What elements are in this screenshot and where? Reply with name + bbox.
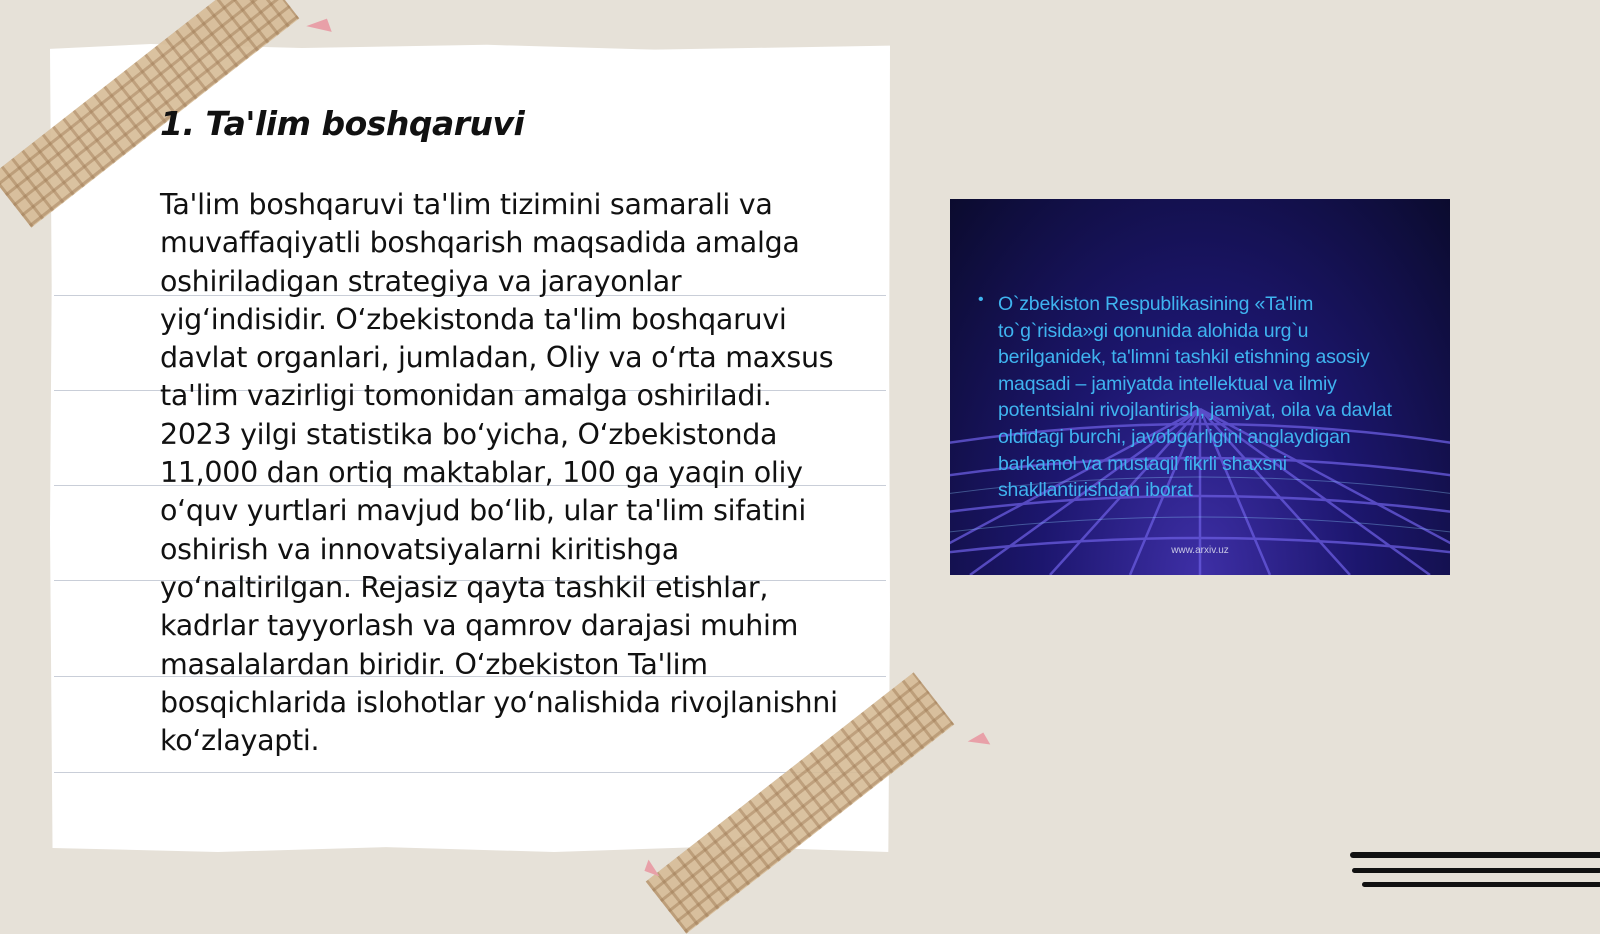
decorative-ribbon bbox=[306, 19, 331, 40]
embedded-slide-image bbox=[950, 199, 1450, 575]
ruled-line bbox=[54, 772, 886, 773]
slide-body-text: Ta'lim boshqaruvi ta'lim tizimini samarali va muvaffaqiyatli boshqarish maqsadida amalga oshiriladigan strategiya va jarayonlar yig‘indisidir. O‘zbekistonda ta'lim boshqaruvi davlat organlari, jumladan, Oliy va o‘rta maxsus ta'lim vazirligi tomonidan amalga oshiriladi. 2023 yilgi statistika bo‘yicha, O‘zbekistonda 11,000 dan ortiq maktablar, 100 ga yaqin oliy o‘quv yurtlari mavjud bo‘lib, ular ta'lim sifatini oshirish va innovatsiyalarni kiritishga yo‘naltirilgan. Rejasiz qayta tashkil etishlar, kadrlar tayyorlash va qamrov darajasi muhim masalalardan biridir. O‘zbekiston Ta'lim bosqichlarida islohotlar yo‘nalishida rivojlanishni ko‘zlayapti. bbox=[160, 188, 838, 758]
decorative-brush-stroke bbox=[1362, 882, 1600, 887]
image-bullet-text: O`zbekiston Respublikasining «Ta'lim to`g`risida»gi qonunida alohida urg`u berilganidek, ta'limni tashkil etishning asosiy maqsadi – jamiyatda intellektual va ilmiy potentsialni rivojlantirish, jamiyat, oila va davlat oldidagi burchi, javobgarligini anglaydigan barkamol va mustaqil fikrli shaxsni shakllantirishdan iborat bbox=[998, 293, 1392, 502]
bullet-dot-icon: • bbox=[978, 291, 984, 308]
image-watermark: www.arxiv.uz bbox=[1171, 545, 1229, 556]
decorative-brush-stroke bbox=[1352, 868, 1600, 873]
decorative-brush-stroke bbox=[1350, 852, 1600, 858]
decorative-ribbon bbox=[968, 732, 991, 753]
slide-title: 1. Ta'lim boshqaruvi bbox=[160, 104, 525, 143]
